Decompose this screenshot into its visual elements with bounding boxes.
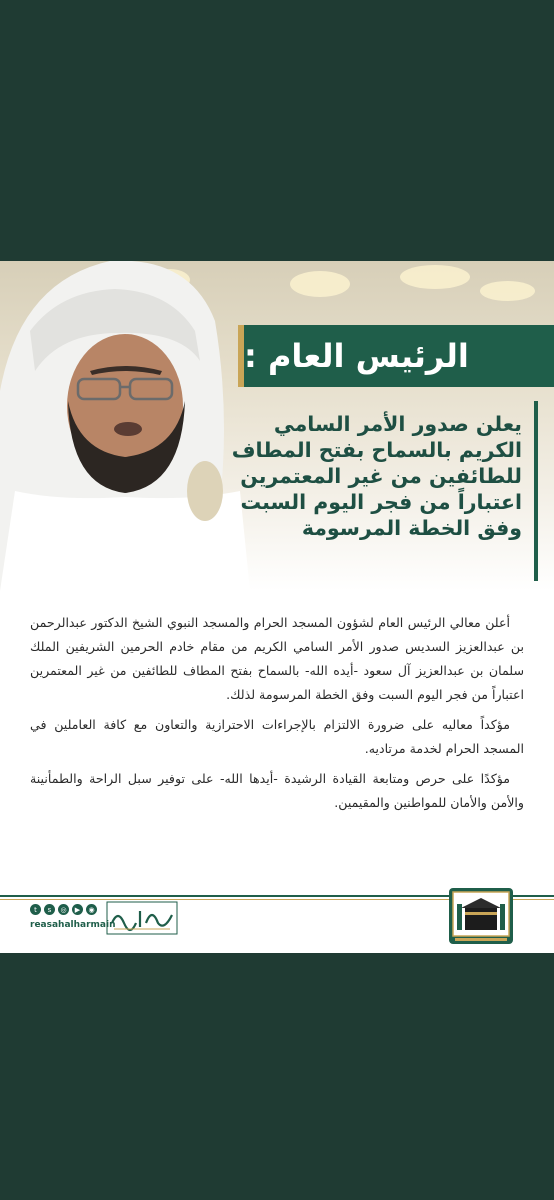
- announcement-card: [0, 261, 554, 953]
- headline: يعلن صدور الأمر السامي الكريم بالسماح بفتح المطاف للطائفين من غير المعتمرين اعتباراً من فجر اليوم السبت وفق الخطة المرسومة: [231, 412, 522, 540]
- article-body: [30, 611, 524, 821]
- paragraph: مؤكداً معاليه على ضرورة الالتزام بالإجراءات الاحترازية والتعاون مع كافة العاملين في المسجد الحرام لخدمة مرتاديه.: [30, 717, 524, 756]
- portrait-image: [0, 261, 250, 591]
- social-icons: [30, 904, 97, 915]
- snapchat-icon[interactable]: s: [44, 904, 55, 915]
- instagram-icon[interactable]: ◎: [58, 904, 69, 915]
- paragraph: أعلن معالي الرئيس العام لشؤون المسجد الحرام والمسجد النبوي الشيخ الدكتور عبدالرحمن بن عبدالعزيز السديس صدور الأمر السامي الكريم من مقام خادم الحرمين الشريفين الملك سلمان بن عبدالعزيز آل سعود -أيده الله- بالسماح بفتح المطاف للطائفين من غير المعتمرين اعتباراً من فجر اليوم السبت وفق الخطة المرسومة لذلك.: [30, 615, 524, 702]
- twitter-icon[interactable]: t: [30, 904, 41, 915]
- youtube-icon[interactable]: ▶: [72, 904, 83, 915]
- social-handle[interactable]: reasahalharmain: [30, 920, 116, 930]
- accent-rule: [534, 401, 538, 581]
- title-banner: [238, 325, 554, 387]
- calligraphy-logo: [106, 901, 178, 935]
- paragraph: مؤكدًا على حرص ومتابعة القيادة الرشيدة -أيدها الله- على توفير سبل الراحة والطمأنينة والأمن والأمان للمواطنين والمقيمين.: [30, 771, 524, 810]
- page-title: الرئيس العام :: [244, 337, 469, 375]
- web-icon[interactable]: ◉: [86, 904, 97, 915]
- presidency-emblem: [447, 886, 515, 946]
